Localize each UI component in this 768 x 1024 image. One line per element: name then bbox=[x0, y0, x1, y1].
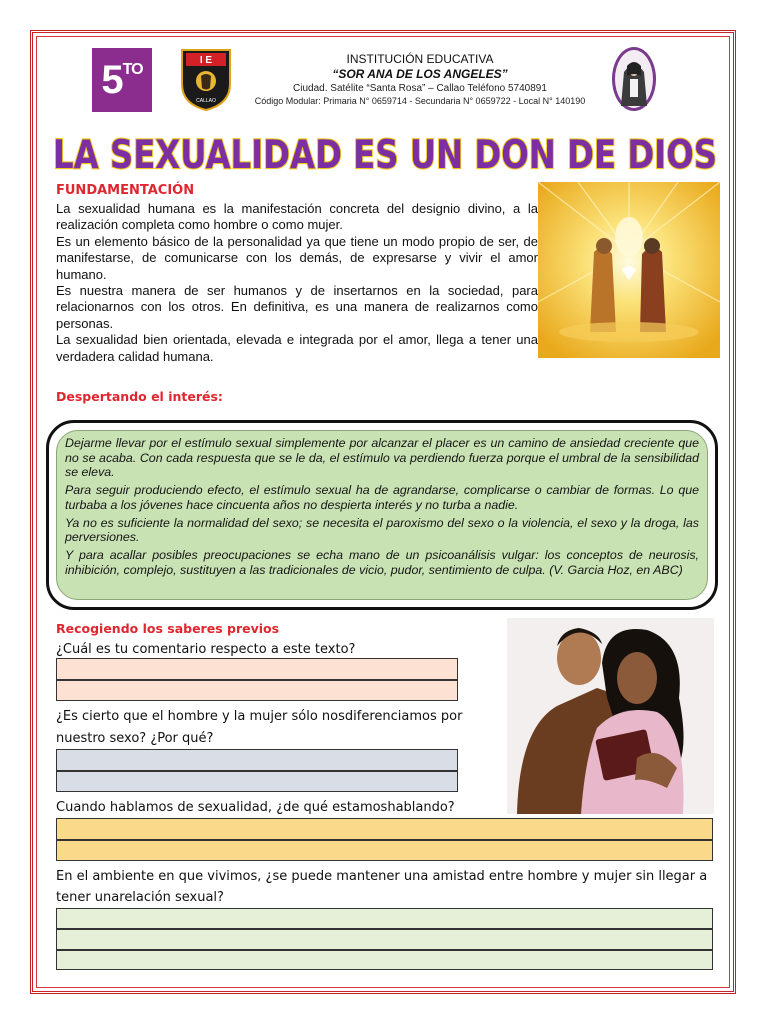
answer-field-4a[interactable] bbox=[56, 908, 713, 929]
quote-paragraph: Dejarme llevar por el estímulo sexual simplemente por alcanzar el placer es un camino de ansiedad creciente que no se acaba. Con cada respuesta que se le da, el estímulo va perdiendo fuerza porque el umbral de la sensibilidad se eleva. bbox=[65, 436, 699, 480]
main-title bbox=[48, 122, 722, 178]
answer-field-4c[interactable] bbox=[56, 950, 713, 970]
fundamentacion-paragraph: La sexualidad bien orientada, elevada e integrada por el amor, llega a tener una verdadera calidad humana. bbox=[56, 332, 538, 364]
answer-field-1b[interactable] bbox=[56, 680, 458, 701]
divine-couple-image bbox=[538, 182, 720, 358]
answer-field-4b[interactable] bbox=[56, 929, 713, 950]
answer-field-1a[interactable] bbox=[56, 658, 458, 680]
question-2: ¿Es cierto que el hombre y la mujer sólo nosdiferenciamos por nuestro sexo? ¿Por qué? bbox=[56, 709, 463, 746]
saberes-heading: Recogiendo los saberes previos bbox=[56, 621, 280, 636]
question-3: Cuando hablamos de sexualidad, ¿de qué estamoshablando? bbox=[56, 800, 455, 815]
school-codes: Código Modular: Primaria N° 0659714 - Secundaria N° 0659722 - Local N° 140190 bbox=[254, 96, 586, 106]
fundamentacion-paragraph: Es nuestra manera de ser humanos y de insertarnos en la sociedad, para relacionarnos con los otros. En definitiva, es una manera de realizarnos como personas. bbox=[56, 283, 538, 331]
school-address: Ciudad. Satélite “Santa Rosa” – Callao Teléfono 5740891 bbox=[293, 83, 547, 94]
svg-text:LA SEXUALIDAD ES UN DON DE DIO: LA SEXUALIDAD ES UN DON DE DIOS bbox=[53, 133, 717, 178]
school-name: “SOR ANA DE LOS ANGELES” bbox=[332, 67, 508, 81]
quote-text bbox=[56, 430, 708, 600]
interes-heading: Despertando el interés: bbox=[56, 389, 223, 404]
fundamentacion-heading: FUNDAMENTACIÓN bbox=[56, 183, 195, 198]
quote-paragraph: Ya no es suficiente la normalidad del sexo; se necesita el paroxismo del sexo o la violencia, el sexo y la droga, las perversiones. bbox=[65, 515, 699, 545]
quote-paragraph: Y para acallar posibles preocupaciones se echa mano de un psicoanálisis vulgar: los conceptos de neurosis, inhibición, complejo, sustituyen a las tradicionales de vicio, pudor, sentimiento de culpa. (V. Garcia Hoz, en ABC) bbox=[65, 547, 699, 577]
school-info bbox=[250, 52, 590, 107]
question-1: ¿Cuál es tu comentario respecto a este texto? bbox=[56, 642, 356, 657]
answer-field-2b[interactable] bbox=[56, 771, 458, 792]
fundamentacion-paragraph: La sexualidad humana es la manifestación concreta del designio divino, a la realización completa como hombre o como mujer. bbox=[56, 201, 538, 233]
svg-text:I E: I E bbox=[199, 55, 213, 66]
institution-label: INSTITUCIÓN EDUCATIVA bbox=[346, 52, 494, 66]
grade-logo: $5^{TO}$ bbox=[92, 48, 152, 112]
school-shield-logo bbox=[180, 48, 232, 112]
couple-with-bible-image bbox=[507, 618, 714, 814]
fundamentacion-text bbox=[56, 201, 538, 365]
answer-field-2a[interactable] bbox=[56, 749, 458, 771]
saint-portrait-image bbox=[611, 46, 657, 112]
fundamentacion-paragraph: Es un elemento básico de la personalidad ya que tiene un modo propio de ser, de manifestarse, de comunicarse con los demás, de expresarse y vivir el amor humano. bbox=[56, 233, 538, 282]
quote-paragraph: Para seguir produciendo efecto, el estímulo sexual ha de agrandarse, complicarse o cambiar de formas. Lo que turbaba a los jóvenes hace cincuenta años no despierta interés y no turba a nadie. bbox=[65, 483, 699, 512]
question-4: En el ambiente en que vivimos, ¿se puede mantener una amistad entre hombre y mujer sin llegar a tener unarelación sexual? bbox=[56, 869, 708, 905]
svg-text:CALLAO: CALLAO bbox=[196, 98, 216, 104]
answer-field-3a[interactable] bbox=[56, 818, 713, 840]
quote-box bbox=[46, 420, 718, 610]
answer-field-3b[interactable] bbox=[56, 840, 713, 861]
